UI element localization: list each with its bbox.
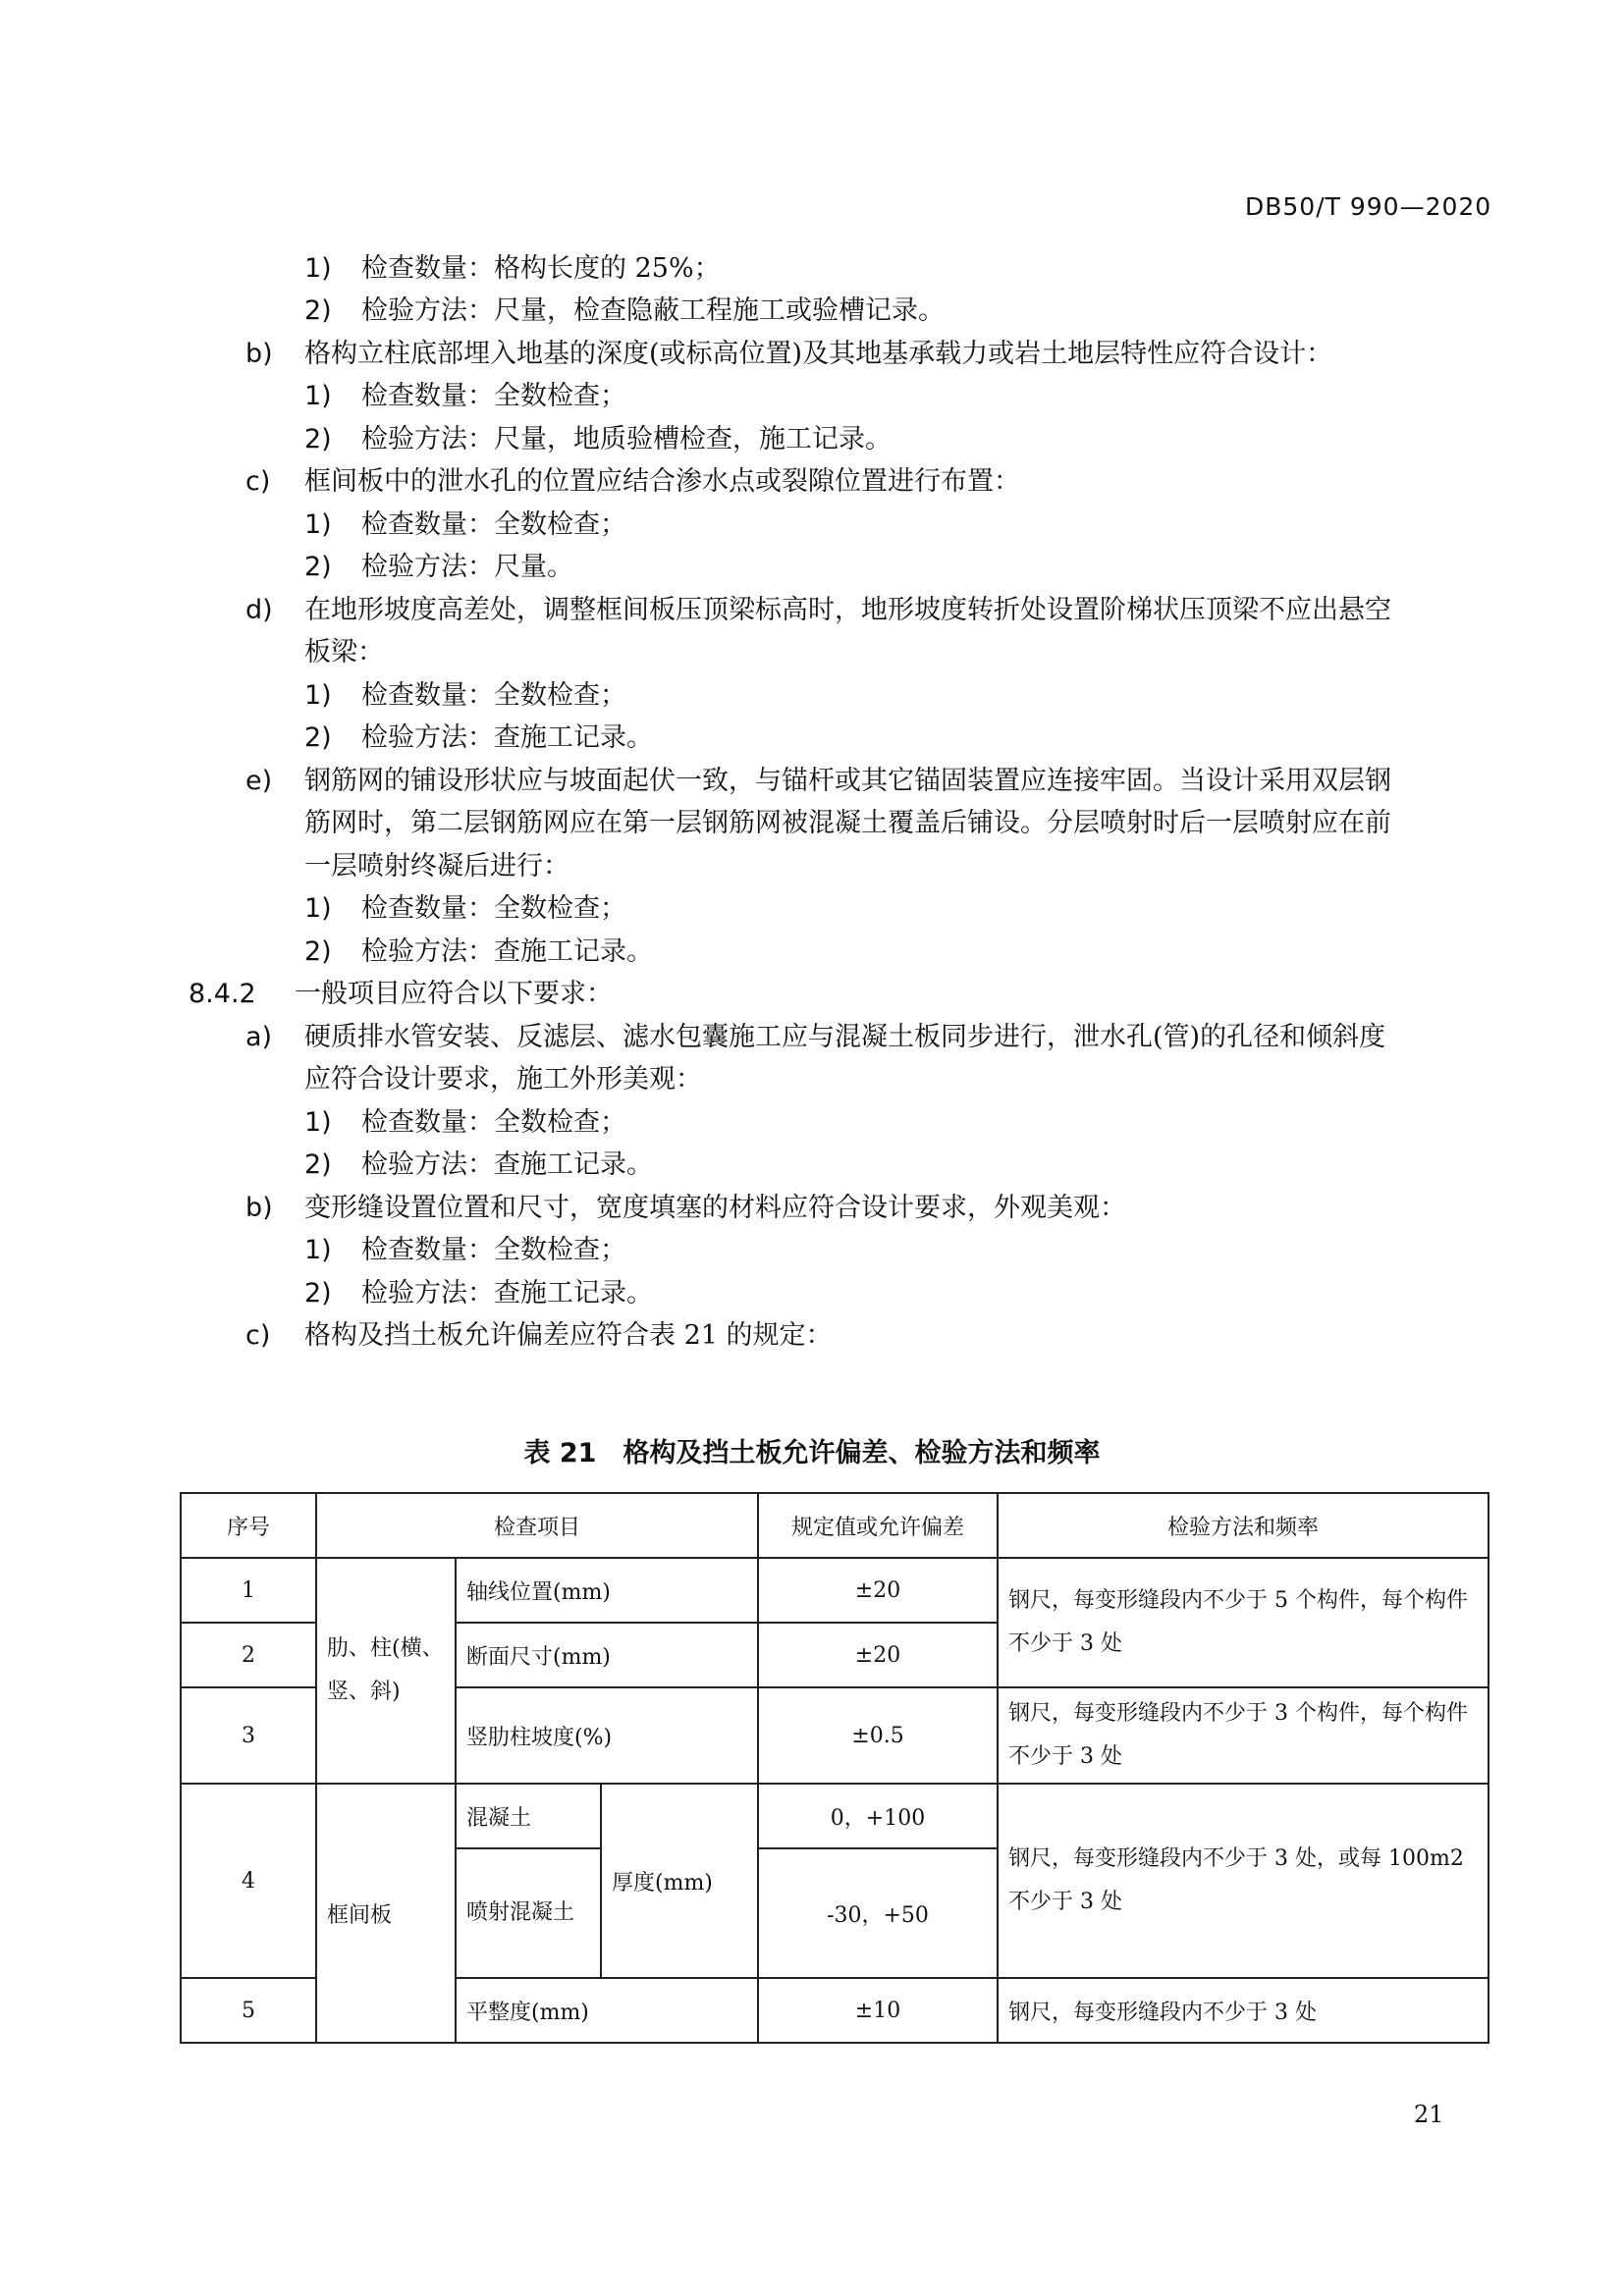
table-title: 表 21 格构及挡土板允许偏差、检验方法和频率 xyxy=(523,1438,1101,1468)
line-text: 检查数量：全数检查； xyxy=(361,893,626,924)
line-text: 一层喷射终凝后进行： xyxy=(304,851,569,881)
page-number: 21 xyxy=(1414,2101,1444,2128)
row-value: 0，+100 xyxy=(758,1784,998,1848)
line-text: 一般项目应符合以下要求： xyxy=(295,979,613,1009)
line-text: 检查数量：全数检查； xyxy=(361,1235,626,1265)
line-label: 1) xyxy=(304,1235,332,1265)
line-text: 检验方法：查施工记录。 xyxy=(361,722,653,753)
line-label: 1) xyxy=(304,680,332,711)
document-code: DB50/T 990—2020 xyxy=(1245,192,1492,221)
line-text: 检验方法：查施工记录。 xyxy=(361,1278,653,1308)
line-text: 在地形坡度高差处，调整框间板压顶梁标高时，地形坡度转折处设置阶梯状压顶梁不应出悬空 xyxy=(304,595,1391,625)
line-text: 检查数量：全数检查； xyxy=(361,509,626,540)
line-text: 检查数量：格构长度的 25%； xyxy=(361,253,721,284)
thickness-label: 厚度(mm) xyxy=(601,1784,758,1978)
line-label: 8.4.2 xyxy=(189,979,256,1009)
row-item: 轴线位置(mm) xyxy=(456,1558,758,1623)
line-text: 检验方法：查施工记录。 xyxy=(361,936,653,967)
line-text: 检验方法：尺量。 xyxy=(361,552,573,582)
line-text: 板梁： xyxy=(304,637,384,667)
row-value: ±0.5 xyxy=(758,1687,998,1784)
row-no: 3 xyxy=(181,1687,316,1784)
line-label: 2) xyxy=(304,295,332,326)
row-item: 断面尺寸(mm) xyxy=(456,1623,758,1687)
header-no: 序号 xyxy=(181,1493,316,1558)
line-text: 应符合设计要求，施工外形美观： xyxy=(304,1064,702,1095)
line-text: 检验方法：尺量，地质验槽检查，施工记录。 xyxy=(361,424,892,454)
line-label: b) xyxy=(245,339,273,369)
line-text: 格构及挡土板允许偏差应符合表 21 的规定： xyxy=(304,1320,833,1351)
table-row xyxy=(181,1784,1489,1848)
row-value: ±20 xyxy=(758,1623,998,1687)
row-method: 钢尺，每变形缝段内不少于 3 处 xyxy=(998,1978,1489,2043)
row-item: 混凝土 xyxy=(456,1784,601,1848)
line-label: c) xyxy=(245,466,271,497)
row-value: ±20 xyxy=(758,1558,998,1623)
line-text: 变形缝设置位置和尺寸，宽度填塞的材料应符合设计要求，外观美观： xyxy=(304,1193,1126,1223)
line-text: 筋网时，第二层钢筋网应在第一层钢筋网被混凝土覆盖后铺设。分层喷射时后一层喷射应在前 xyxy=(304,808,1391,838)
line-label: d) xyxy=(245,595,273,625)
row-method: 钢尺，每变形缝段内不少于 3 个构件，每个构件不少于 3 处 xyxy=(998,1687,1489,1784)
line-text: 检验方法：查施工记录。 xyxy=(361,1149,653,1180)
line-label: 1) xyxy=(304,509,332,540)
header-item: 检查项目 xyxy=(316,1493,758,1558)
line-label: 2) xyxy=(304,424,332,454)
line-text: 硬质排水管安装、反滤层、滤水包囊施工应与混凝土板同步进行，泄水孔(管)的孔径和倾斜度 xyxy=(304,1022,1386,1052)
line-text: 检验方法：尺量，检查隐蔽工程施工或验槽记录。 xyxy=(361,295,945,326)
group-panel: 框间板 xyxy=(316,1784,456,2043)
line-label: 1) xyxy=(304,253,332,284)
row-no: 2 xyxy=(181,1623,316,1687)
line-label: 2) xyxy=(304,552,332,582)
line-label: a) xyxy=(245,1022,273,1052)
table-header-row xyxy=(181,1493,1489,1558)
tolerance-table xyxy=(180,1492,1489,2044)
header-value: 规定值或允许偏差 xyxy=(758,1493,998,1558)
row-value: -30，+50 xyxy=(758,1848,998,1978)
line-label: b) xyxy=(245,1193,273,1223)
row-no: 1 xyxy=(181,1558,316,1623)
line-text: 格构立柱底部埋入地基的深度(或标高位置)及其地基承载力或岩土地层特性应符合设计： xyxy=(304,339,1333,369)
line-label: 2) xyxy=(304,1149,332,1180)
line-label: 2) xyxy=(304,1278,332,1308)
group-rib-column: 肋、柱(横、竖、斜) xyxy=(316,1558,456,1784)
line-text: 钢筋网的铺设形状应与坡面起伏一致，与锚杆或其它锚固装置应连接牢固。当设计采用双层钢 xyxy=(304,766,1391,796)
row-item: 竖肋柱坡度(%) xyxy=(456,1687,758,1784)
row-value: ±10 xyxy=(758,1978,998,2043)
line-text: 检查数量：全数检查； xyxy=(361,680,626,711)
row-no: 5 xyxy=(181,1978,316,2043)
line-label: 1) xyxy=(304,1107,332,1138)
line-text: 检查数量：全数检查； xyxy=(361,1107,626,1138)
row-method: 钢尺，每变形缝段内不少于 3 处，或每 100m2 不少于 3 处 xyxy=(998,1784,1489,1978)
line-label: 1) xyxy=(304,893,332,924)
line-label: 1) xyxy=(304,381,332,411)
row-item: 喷射混凝土 xyxy=(456,1848,601,1978)
header-method: 检验方法和频率 xyxy=(998,1493,1489,1558)
line-label: c) xyxy=(245,1320,271,1351)
line-text: 检查数量：全数检查； xyxy=(361,381,626,411)
line-label: 2) xyxy=(304,936,332,967)
row-item: 平整度(mm) xyxy=(456,1978,758,2043)
line-text: 框间板中的泄水孔的位置应结合渗水点或裂隙位置进行布置： xyxy=(304,466,1020,497)
row-no: 4 xyxy=(181,1784,316,1978)
line-label: e) xyxy=(245,766,273,796)
line-label: 2) xyxy=(304,722,332,753)
row-method: 钢尺，每变形缝段内不少于 5 个构件，每个构件不少于 3 处 xyxy=(998,1558,1489,1687)
table-row xyxy=(181,1558,1489,1623)
